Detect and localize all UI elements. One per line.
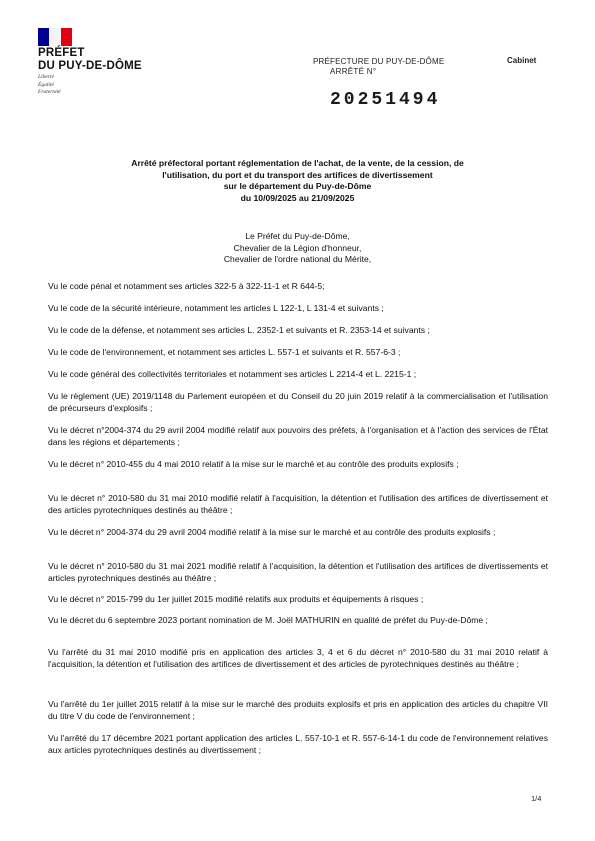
visa-paragraph: Vu le code pénal et notamment ses articles 322-5 à 322-11-1 et R 644-5; xyxy=(48,281,325,291)
prefecture-stamp: PRÉFECTURE DU PUY-DE-DÔME xyxy=(313,57,445,66)
visa-paragraph: Vu le décret n°2004-374 du 29 avril 2004 modifié relatif aux pouvoirs des préfets, à l'organisation et à l'action des services de l'État dans les régions et départements ; xyxy=(48,425,548,447)
motto-fraternite: Fraternité xyxy=(38,89,61,95)
arrete-number: 20251494 xyxy=(330,90,441,110)
page-number: 1/4 xyxy=(531,794,542,803)
prefet-line1: PRÉFET xyxy=(38,47,85,59)
motto-liberte: Liberté xyxy=(38,74,54,80)
document-title xyxy=(40,158,555,204)
visa-paragraph: Vu le code de l'environnement, et notamment ses articles L. 557-1 et suivants et R. 557-6-3 ; xyxy=(48,347,401,357)
arrete-label: ARRÊTÉ N° xyxy=(330,67,377,76)
visa-paragraph: Vu le décret n° 2015-799 du 1er juillet 2015 modifié relatifs aux produits et équipements à risques ; xyxy=(48,594,424,604)
title-line: Arrêté préfectoral portant réglementation de l'achat, de la vente, de la cession, de xyxy=(131,158,464,168)
visa-paragraph: Vu le décret n° 2010-580 du 31 mai 2010 modifié relatif à l'acquisition, la détention et l'utilisation des artifices de divertissement et des articles pyrotechniques destinés au théâtre ; xyxy=(48,493,548,515)
visa-paragraph: Vu le décret du 6 septembre 2023 portant nomination de M. Joël MATHURIN en qualité de préfet du Puy-de-Dôme ; xyxy=(48,615,488,625)
signatory-line: Chevalier de la Légion d'honneur, xyxy=(233,242,362,253)
signatory-block xyxy=(0,231,595,266)
visa-paragraph: Vu le code de la sécurité intérieure, notamment les articles L 122-1, L 131-4 et suivants ; xyxy=(48,303,384,313)
title-line: l'utilisation, du port et du transport des artifices de divertissement xyxy=(162,169,433,180)
prefet-line2: DU PUY-DE-DÔME xyxy=(38,59,142,72)
visa-paragraph: Vu l'arrêté du 17 décembre 2021 portant application des articles L. 557-10-1 et R. 557-6-14-1 du code de l'environnement relatives aux articles pyrotechniques destinés au divertissement ; xyxy=(48,733,548,755)
title-line: sur le département du Puy-de-Dôme xyxy=(223,181,372,191)
visa-paragraph: Vu le règlement (UE) 2019/1148 du Parlement européen et du Conseil du 20 juin 2019 relatif à la commercialisation et l'utilisation de précurseurs d'explosifs ; xyxy=(48,391,548,413)
title-line: du 10/09/2025 au 21/09/2025 xyxy=(240,192,355,203)
visa-paragraph: Vu l'arrêté du 31 mai 2010 modifié pris en application des articles 3, 4 et 6 du décret n° 2010-580 du 31 mai 2010 relatif à l'acquisition, la détention et l'utilisation des artifices de divertissement et des articles de pyrotechniques destinés au théâtre ; xyxy=(48,647,548,669)
prefet-logo-text xyxy=(38,47,142,72)
motto-egalite: Égalité xyxy=(38,81,54,88)
visa-paragraph: Vu le décret n° 2010-580 du 31 mai 2021 modifié relatif à l'acquisition, la détention et l'utilisation des artifices de divertissements et articles pyrotechniques destinés au théâtre ; xyxy=(48,561,548,583)
visa-paragraph: Vu l'arrêté du 1er juillet 2015 relatif à la mise sur le marché des produits explosifs et pris en application des articles du chapitre VII du titre V du code de l'environnement ; xyxy=(48,699,548,721)
marianne-flag-icon xyxy=(38,28,72,46)
cabinet-label: Cabinet xyxy=(507,56,537,65)
signatory-line: Chevalier de l'ordre national du Mérite, xyxy=(223,254,372,264)
visa-paragraph: Vu le code général des collectivités territoriales et notamment ses articles L 2214-4 et L. 2215-1 ; xyxy=(48,369,417,379)
republic-motto xyxy=(38,74,61,97)
visa-paragraph: Vu le décret n° 2010-455 du 4 mai 2010 relatif à la mise sur le marché et au contrôle des produits explosifs ; xyxy=(48,459,459,469)
visa-paragraph: Vu le décret n° 2004-374 du 29 avril 2004 modifié relatif à la mise sur le marché et au contrôle des produits explosifs ; xyxy=(48,527,496,537)
signatory-line: Le Préfet du Puy-de-Dôme, xyxy=(245,231,350,241)
visa-paragraph: Vu le code de la défense, et notamment ses articles L. 2352-1 et suivants et R. 2353-14 et suivants ; xyxy=(48,325,430,335)
